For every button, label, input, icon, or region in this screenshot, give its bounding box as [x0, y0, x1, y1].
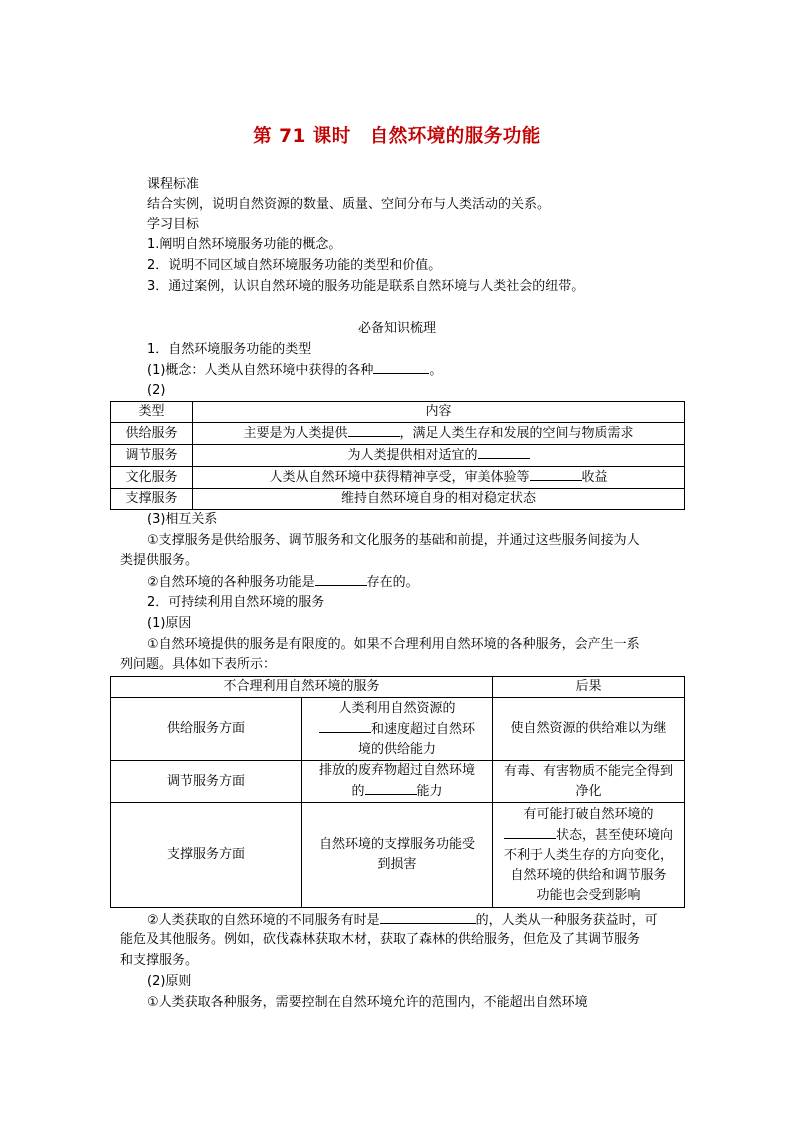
table-header-row [111, 677, 685, 698]
result-cell: 使自然资源的供给难以为继 [493, 698, 685, 761]
table-row [111, 761, 685, 803]
paragraph-line: ①自然环境提供的服务是有限度的。如果不合理利用自然环境的各种服务，会产生一系 [147, 637, 640, 652]
section1-heading: 1．自然环境服务功能的类型 [147, 342, 312, 357]
paragraph-line: 和支撑服务。 [120, 953, 199, 968]
table-header-cell: 类型 [111, 402, 193, 423]
section2-heading: 2．可持续利用自然环境的服务 [147, 595, 325, 610]
aspect-cell: 支撑服务方面 [111, 803, 302, 908]
table-header-row [111, 402, 685, 423]
table-header-cell: 后果 [493, 677, 685, 698]
page-title: 第 71 课时 自然环境的服务功能 [253, 126, 541, 147]
table-row [111, 467, 685, 489]
result-cell: 有可能打破自然环境的 状态，甚至使环境向 不利于人类生存的方向变化， 自然环境的供给和调节服务 功能也会受到影响 [493, 803, 685, 908]
fill-blank[interactable] [504, 825, 556, 839]
item-2-label: (2) [147, 383, 166, 398]
fill-blank[interactable] [365, 781, 417, 795]
principle-heading: (2)原则 [147, 974, 192, 989]
paragraph-line: ②人类获取的自然环境的不同服务有时是 的，人类从一种服务获益时，可 [147, 910, 658, 931]
concept-line: (1)概念：人类从自然环境中获得的各种 。 [147, 360, 442, 381]
type-cell: 调节服务 [111, 445, 193, 467]
detail-cell: 排放的废弃物超过自然环境 的 能力 [302, 761, 493, 803]
paragraph-line: 列问题。具体如下表所示： [120, 657, 277, 672]
goals-heading: 学习目标 [147, 217, 200, 232]
table-header-cell: 不合理利用自然环境的服务 [111, 677, 493, 698]
type-cell: 供给服务 [111, 423, 193, 445]
fill-blank[interactable] [530, 467, 582, 481]
goal-item: 2．说明不同区域自然环境服务功能的类型和价值。 [147, 258, 442, 273]
goal-item: 3．通过案例，认识自然环境的服务功能是联系自然环境与人类社会的纽带。 [147, 279, 585, 294]
table-row [111, 698, 685, 761]
paragraph-line: ①人类获取各种服务，需要控制在自然环境允许的范围内，不能超出自然环境 [147, 995, 588, 1010]
content-cell: 维持自然环境自身的相对稳定状态 [193, 489, 685, 510]
content-cell: 为人类提供相对适宜的 [193, 445, 685, 467]
table-row [111, 423, 685, 445]
aspect-cell: 调节服务方面 [111, 761, 302, 803]
standard-text: 结合实例，说明自然资源的数量、质量、空间分布与人类活动的关系。 [147, 197, 551, 212]
consequence-table [110, 676, 685, 908]
paragraph-line: ①支撑服务是供给服务、调节服务和文化服务的基础和前提，并通过这些服务间接为人 [147, 533, 640, 548]
paragraph-line: 能危及其他服务。例如，砍伐森林获取木材，获取了森林的供给服务，但危及了其调节服务 [120, 932, 641, 947]
result-cell: 有毒、有害物质不能完全得到 净化 [493, 761, 685, 803]
service-types-table [110, 401, 685, 510]
reason-heading: (1)原因 [147, 616, 192, 631]
table-header-cell: 内容 [193, 402, 685, 423]
fill-blank[interactable] [380, 910, 476, 924]
fill-blank[interactable] [319, 719, 371, 733]
table-row [111, 445, 685, 467]
aspect-cell: 供给服务方面 [111, 698, 302, 761]
detail-cell: 自然环境的支撑服务功能受 到损害 [302, 803, 493, 908]
paragraph-line: 类提供服务。 [120, 553, 199, 568]
detail-cell: 人类利用自然资源的 和速度超过自然环 境的供给能力 [302, 698, 493, 761]
fill-blank[interactable] [373, 360, 429, 374]
table-row [111, 489, 685, 510]
fill-blank[interactable] [348, 423, 400, 437]
goal-item: 1.阐明自然环境服务功能的概念。 [147, 237, 342, 252]
section-heading: 必备知识梳理 [357, 321, 436, 336]
type-cell: 支撑服务 [111, 489, 193, 510]
fill-blank[interactable] [315, 572, 367, 586]
standard-heading: 课程标准 [147, 177, 200, 192]
relation-heading: (3)相互关系 [147, 512, 218, 527]
fill-blank[interactable] [478, 445, 530, 459]
type-cell: 文化服务 [111, 467, 193, 489]
table-row [111, 803, 685, 908]
content-cell: 人类从自然环境中获得精神享受，审美体验等 收益 [193, 467, 685, 489]
paragraph-line: ②自然环境的各种服务功能是 存在的。 [147, 572, 419, 593]
content-cell: 主要是为人类提供 ，满足人类生存和发展的空间与物质需求 [193, 423, 685, 445]
